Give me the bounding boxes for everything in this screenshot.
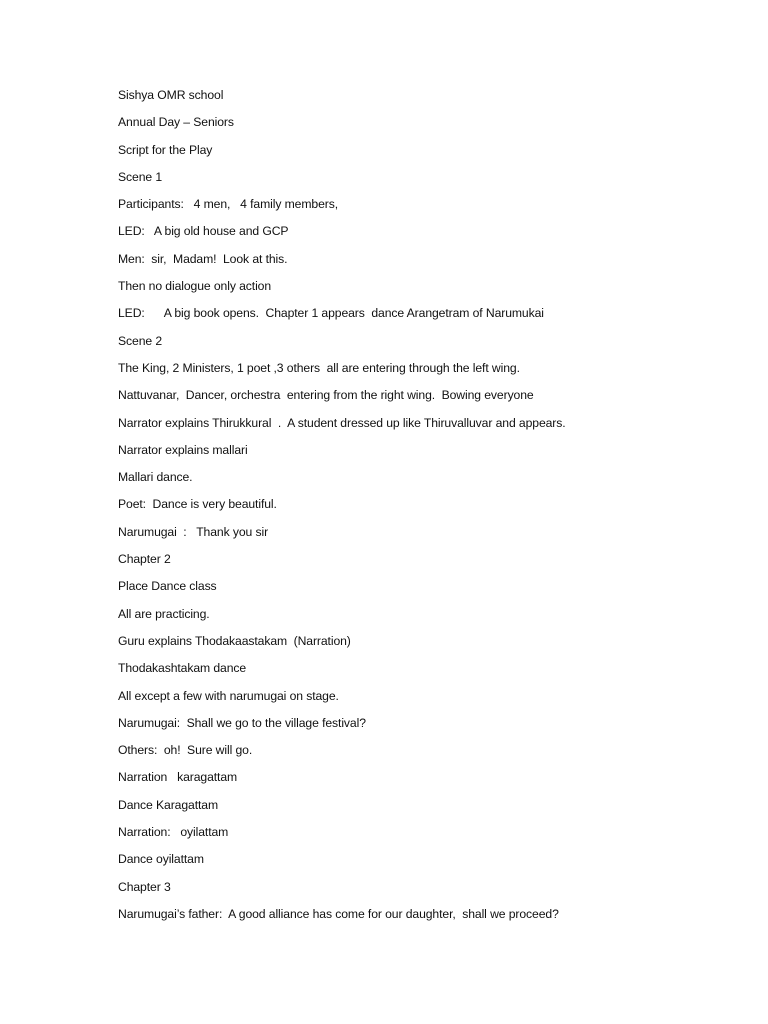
text-line: Narrator explains Thirukkural . A student dressed up like Thiruvalluvar and appears. bbox=[118, 415, 566, 430]
text-line: Narrator explains mallari bbox=[118, 442, 248, 457]
text-line: Narration: oyilattam bbox=[118, 825, 229, 840]
text-line: Then no dialogue only action bbox=[118, 279, 272, 294]
scene-heading: Scene 1 bbox=[118, 169, 163, 184]
script-text-body bbox=[118, 87, 738, 933]
text-line: Guru explains Thodakaastakam (Narration) bbox=[118, 633, 351, 648]
event-title: Annual Day – Seniors bbox=[118, 115, 234, 130]
text-line: The King, 2 Ministers, 1 poet ,3 others all are entering through the left wing. bbox=[118, 360, 520, 375]
chapter-heading: Chapter 3 bbox=[118, 879, 171, 894]
text-line: All are practicing. bbox=[118, 606, 210, 621]
text-line: Poet: Dance is very beautiful. bbox=[118, 497, 277, 512]
text-line: Men: sir, Madam! Look at this. bbox=[118, 251, 288, 266]
text-line: All except a few with narumugai on stage. bbox=[118, 688, 339, 703]
text-line: LED: A big book opens. Chapter 1 appears dance Arangetram of Narumukai bbox=[118, 306, 544, 321]
text-line: Dance Karagattam bbox=[118, 797, 219, 812]
text-line: Narumugai: Shall we go to the village festival? bbox=[118, 715, 366, 730]
text-line: Dance oyilattam bbox=[118, 852, 204, 867]
chapter-heading: Chapter 2 bbox=[118, 552, 171, 567]
text-line: Narration karagattam bbox=[118, 770, 238, 785]
text-line: Participants: 4 men, 4 family members, bbox=[118, 197, 338, 212]
document-title: Script for the Play bbox=[118, 142, 213, 157]
text-line: Mallari dance. bbox=[118, 470, 193, 485]
scene-heading: Scene 2 bbox=[118, 333, 163, 348]
text-line: Others: oh! Sure will go. bbox=[118, 743, 253, 758]
text-line: LED: A big old house and GCP bbox=[118, 224, 289, 239]
text-line: Narumugai’s father: A good alliance has come for our daughter, shall we proceed? bbox=[118, 906, 559, 921]
text-line: Place Dance class bbox=[118, 579, 217, 594]
text-line: Nattuvanar, Dancer, orchestra entering from the right wing. Bowing everyone bbox=[118, 388, 534, 403]
school-name: Sishya OMR school bbox=[118, 88, 224, 102]
text-line: Narumugai : Thank you sir bbox=[118, 524, 269, 539]
text-line: Thodakashtakam dance bbox=[118, 661, 247, 676]
